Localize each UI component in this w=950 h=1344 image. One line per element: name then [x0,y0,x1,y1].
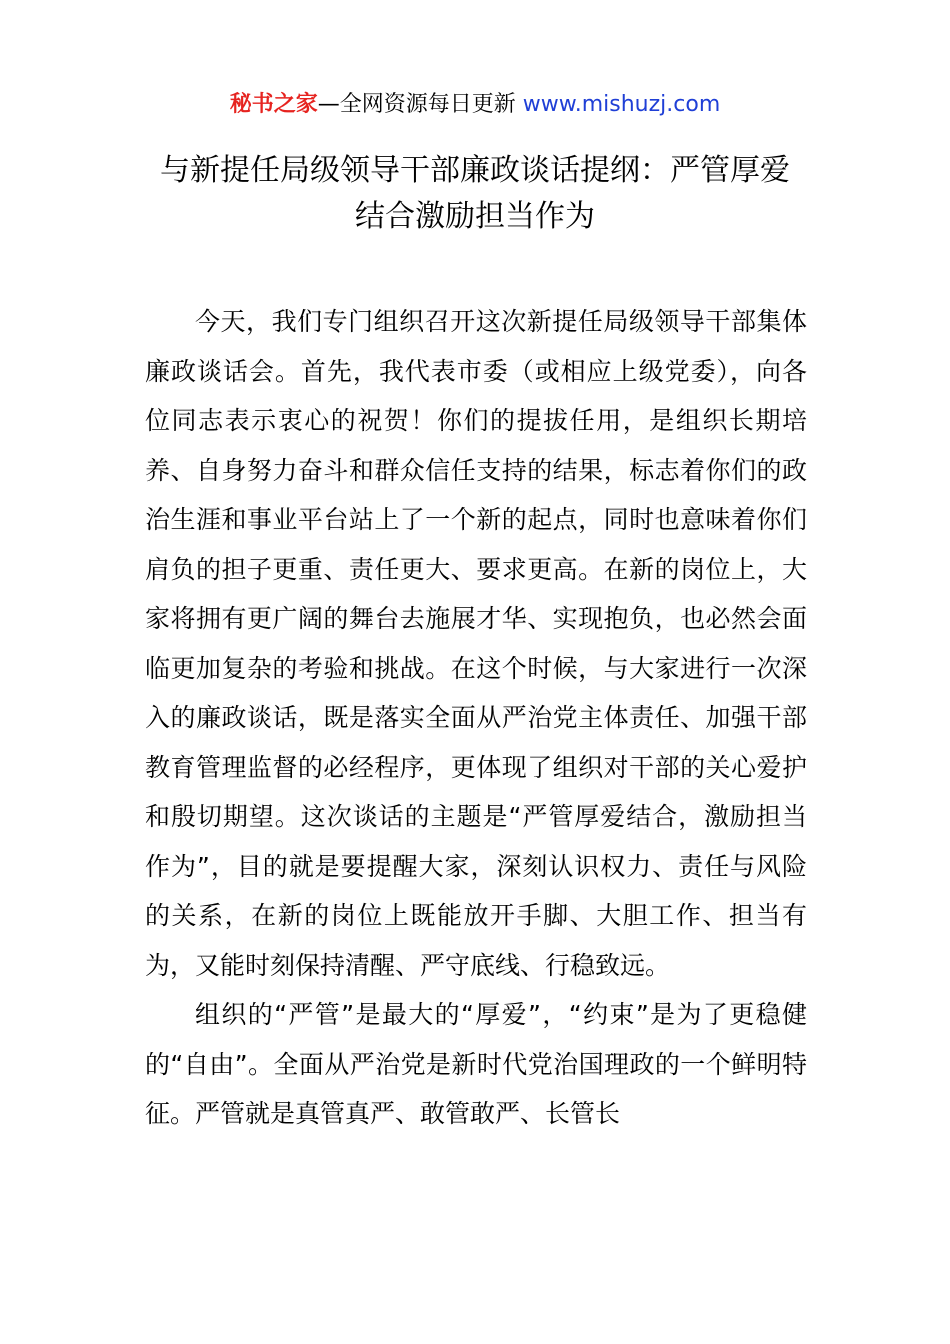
document-title: 与新提任局级领导干部廉政谈话提纲：严管厚爱结合激励担当作为 [160,153,790,234]
site-tagline: —全网资源每日更新 [317,92,523,117]
site-url[interactable]: www.mishuzj.com [522,92,721,117]
site-header [0,88,950,122]
site-brand: 秘书之家 [229,92,318,117]
paragraph-2: 组织的“严管”是最大的“厚爱”，“约束”是为了更稳健的“自由”。全面从严治党是新时代党治国理政的一个鲜明特征。严管就是真管真严、敢管敢严、长管长 [145,1000,807,1128]
document-body [145,297,807,1139]
paragraph-1: 今天，我们专门组织召开这次新提任局级领导干部集体廉政谈话会。首先，我代表市委（或相应上级党委），向各位同志表示衷心的祝贺！你们的提拔任用，是组织长期培养、自身努力奋斗和群众信任支持的结果，标志着你们的政治生涯和事业平台站上了一个新的起点，同时也意味着你们肩负的担子更重、责任更大、要求更高。在新的岗位上，大家将拥有更广阔的舞台去施展才华、实现抱负，也必然会面临更加复杂的考验和挑战。在这个时候，与大家进行一次深入的廉政谈话，既是落实全面从严治党主体责任、加强干部教育管理监督的必经程序，更体现了组织对干部的关心爱护和殷切期望。这次谈话的主题是“严管厚爱结合，激励担当作为”，目的就是要提醒大家，深刻认识权力、责任与风险的关系，在新的岗位上既能放开手脚、大胆工作、担当有为，又能时刻保持清醒、严守底线、行稳致远。 [145,307,807,980]
